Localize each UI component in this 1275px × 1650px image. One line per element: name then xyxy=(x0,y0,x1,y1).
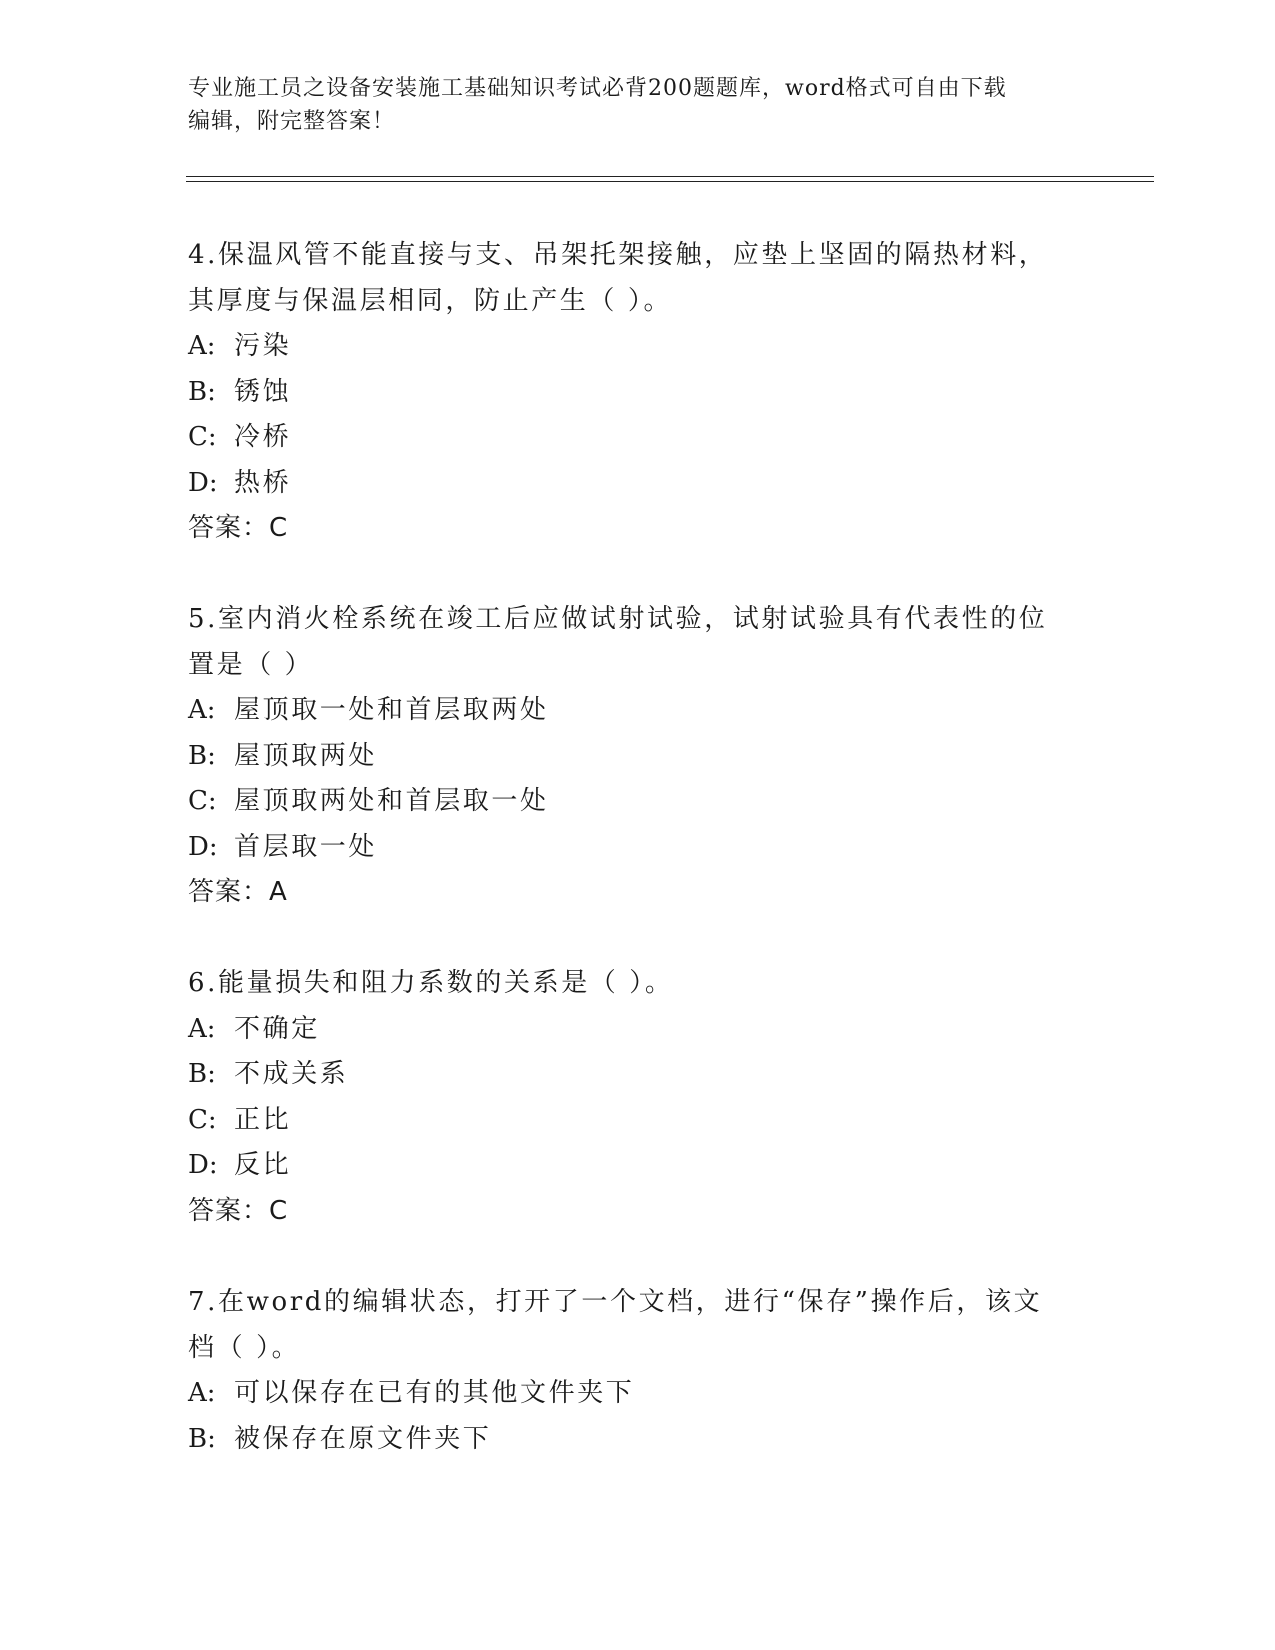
option-key: C: xyxy=(188,786,217,816)
option-c xyxy=(188,779,1068,825)
option-d xyxy=(188,825,1068,871)
question-block xyxy=(188,597,1068,916)
option-key: D: xyxy=(188,467,218,498)
option-text: 首层取一处 xyxy=(234,831,378,862)
header-line-2: 编辑，附完整答案！ xyxy=(188,109,396,134)
option-key: C: xyxy=(188,422,217,452)
question-stem-line: 置是（ ） xyxy=(188,649,314,680)
option-key: D: xyxy=(188,1150,218,1180)
header-divider-bottom xyxy=(186,181,1154,182)
option-key: A: xyxy=(188,331,216,361)
option-key: B: xyxy=(188,740,216,771)
option-b xyxy=(188,1417,1068,1463)
option-text: 屋顶取两处 xyxy=(234,740,378,771)
option-c xyxy=(188,415,1068,461)
question-stem-line: 7.在word的编辑状态，打开了一个文档，进行“保存”操作后，该文 xyxy=(188,1287,1043,1317)
option-key: B: xyxy=(188,376,216,407)
option-text: 污染 xyxy=(234,331,292,361)
option-text: 可以保存在已有的其他文件夹下 xyxy=(234,1378,635,1408)
option-text: 被保存在原文件夹下 xyxy=(234,1423,492,1454)
answer-line: 答案：A xyxy=(188,877,288,907)
option-text: 不成关系 xyxy=(234,1059,349,1089)
question-block xyxy=(188,1280,1068,1462)
option-d xyxy=(188,461,1068,507)
option-key: A: xyxy=(188,1378,216,1408)
option-text: 热桥 xyxy=(234,467,292,498)
option-d xyxy=(188,1143,1068,1189)
option-text: 屋顶取一处和首层取两处 xyxy=(234,695,549,725)
answer-line: 答案：C xyxy=(188,513,289,543)
option-b xyxy=(188,1052,1068,1098)
answer-line: 答案：C xyxy=(188,1195,289,1226)
question-stem-line: 4.保温风管不能直接与支、吊架托架接触，应垫上坚固的隔热材料， xyxy=(188,240,1048,270)
header-divider-top xyxy=(186,176,1154,177)
option-b xyxy=(188,370,1068,416)
option-text: 屋顶取两处和首层取一处 xyxy=(234,786,549,816)
option-a xyxy=(188,1007,1068,1053)
option-a xyxy=(188,1371,1068,1417)
document-header xyxy=(188,72,1068,138)
option-key: A: xyxy=(188,1013,216,1044)
option-a xyxy=(188,688,1068,734)
option-text: 正比 xyxy=(234,1104,292,1135)
option-b xyxy=(188,734,1068,780)
option-key: A: xyxy=(188,695,216,725)
question-block xyxy=(188,961,1068,1234)
option-text: 锈蚀 xyxy=(234,376,292,407)
header-line-1: 专业施工员之设备安装施工基础知识考试必背200题题库，word格式可自由下载 xyxy=(188,76,1007,101)
question-stem-line: 档（ ）。 xyxy=(188,1332,301,1363)
question-stem-line: 其厚度与保温层相同，防止产生（ ）。 xyxy=(188,285,673,316)
question-stem-line: 6.能量损失和阻力系数的关系是（ ）。 xyxy=(188,968,674,998)
question-stem-line: 5.室内消火栓系统在竣工后应做试射试验，试射试验具有代表性的位 xyxy=(188,604,1048,634)
option-c xyxy=(188,1098,1068,1144)
option-text: 反比 xyxy=(234,1150,292,1180)
option-key: D: xyxy=(188,831,218,862)
option-key: C: xyxy=(188,1104,217,1135)
option-key: B: xyxy=(188,1059,216,1089)
option-text: 冷桥 xyxy=(234,422,292,452)
option-key: B: xyxy=(188,1423,216,1454)
option-text: 不确定 xyxy=(234,1013,320,1044)
option-a xyxy=(188,324,1068,370)
question-block xyxy=(188,233,1068,552)
